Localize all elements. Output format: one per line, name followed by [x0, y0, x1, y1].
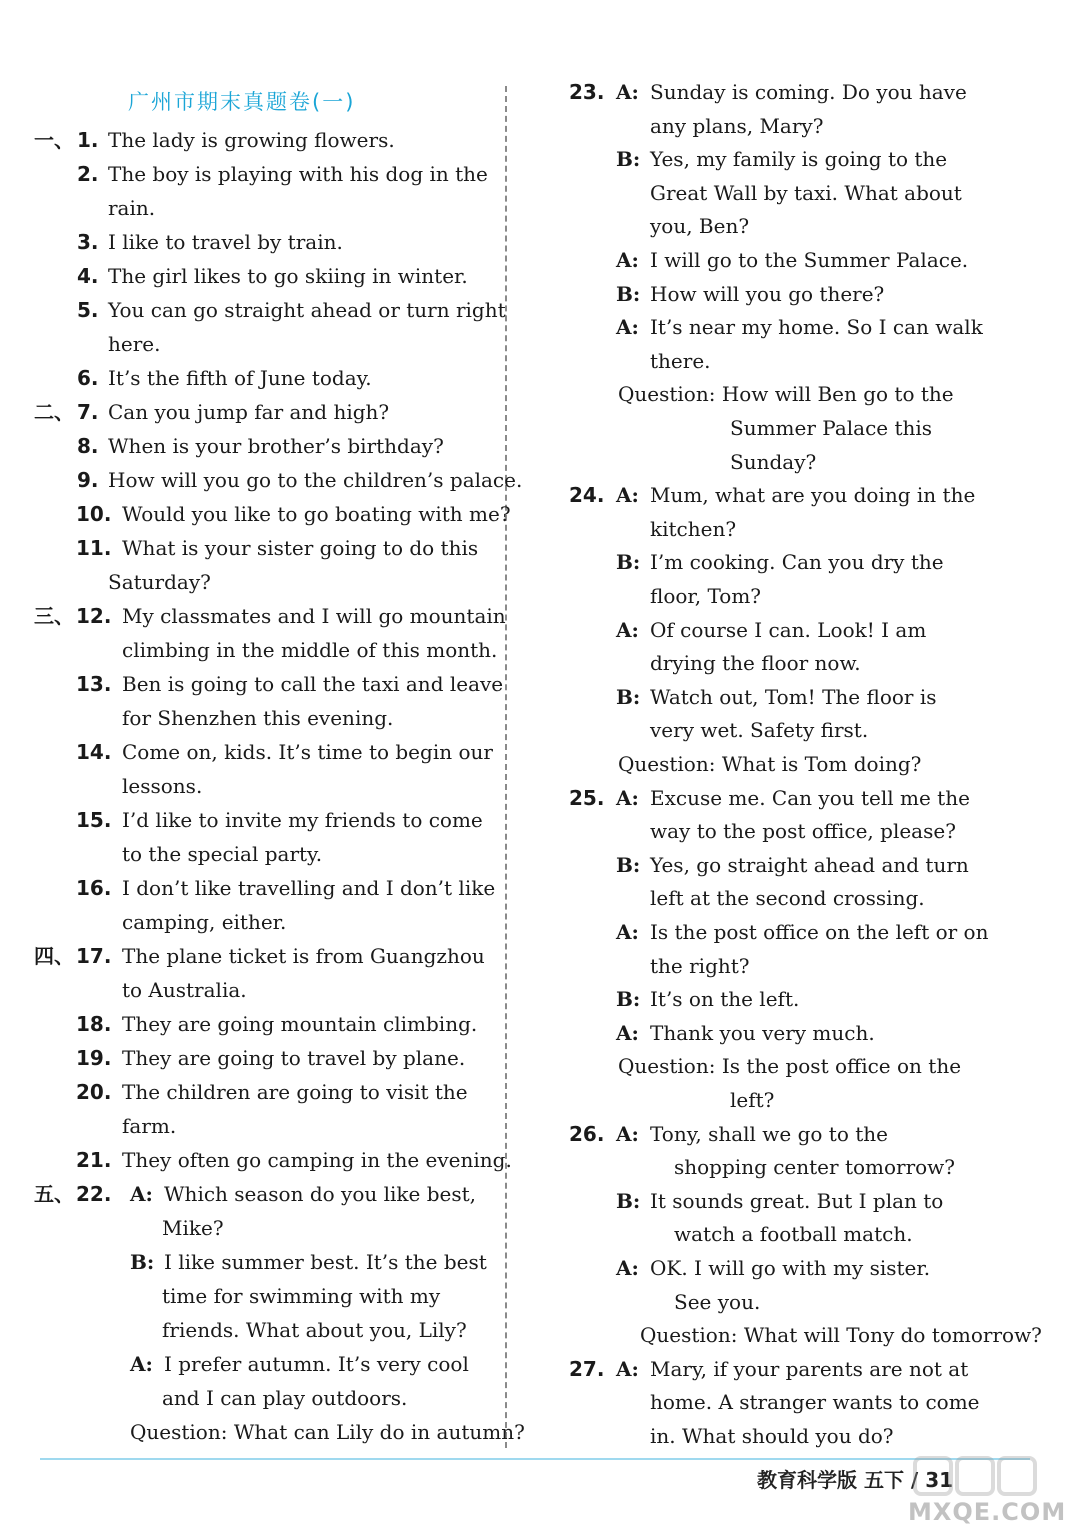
right-num: 24.	[569, 483, 605, 508]
left-sp: A:	[130, 1182, 153, 1206]
bottom-rule	[40, 1458, 1030, 1460]
right-text: Question: Is the post office on the	[618, 1054, 962, 1079]
right-text: Yes, go straight ahead and turn	[650, 852, 969, 877]
right-text: Of course I can. Look! I am	[650, 617, 927, 642]
watermark-text: MXQE.COM	[908, 1498, 1067, 1526]
left-text: camping, either.	[122, 910, 287, 934]
left-text: to the special party.	[122, 842, 323, 866]
right-num: 27.	[569, 1356, 605, 1381]
right-text: Summer Palace this	[730, 416, 933, 440]
left-text: They are going to travel by plane.	[122, 1046, 466, 1070]
left-num: 19.	[76, 1046, 112, 1070]
right-text: Thank you very much.	[650, 1020, 875, 1045]
right-sp: A:	[616, 483, 639, 508]
left-text: climbing in the middle of this month.	[122, 638, 498, 662]
left-text: Question: What can Lily do in autumn?	[130, 1420, 525, 1444]
right-sp: A:	[616, 1020, 639, 1045]
left-num: 17.	[76, 944, 112, 968]
column-divider	[505, 86, 507, 1448]
left-text: The girl likes to go skiing in winter.	[108, 264, 468, 288]
left-text: Which season do you like best,	[164, 1182, 477, 1206]
right-text: It’s on the left.	[650, 987, 800, 1012]
left-num: 4.	[77, 264, 99, 288]
right-text: How will you go there?	[650, 281, 885, 306]
left-text: Would you like to go boating with me?	[122, 502, 511, 526]
right-text: Watch out, Tom! The floor is	[650, 684, 937, 709]
left-num: 21.	[76, 1148, 112, 1172]
right-text: left?	[730, 1088, 775, 1112]
left-num: 10.	[76, 502, 112, 526]
left-text: Come on, kids. It’s time to begin our	[122, 740, 493, 764]
right-text: watch a football match.	[674, 1222, 913, 1247]
right-sp: A:	[616, 80, 639, 104]
left-sp: A:	[130, 1352, 153, 1376]
right-sp: B:	[616, 281, 641, 306]
left-num: 9.	[77, 468, 99, 492]
left-num: 12.	[76, 604, 112, 628]
left-text: I’d like to invite my friends to come	[122, 808, 483, 832]
right-sp: B:	[616, 987, 641, 1012]
left-text: for Shenzhen this evening.	[122, 706, 394, 730]
left-sec: 四、	[34, 944, 74, 968]
left-text: Can you jump far and high?	[108, 400, 390, 424]
left-num: 14.	[76, 740, 112, 764]
right-text: Yes, my family is going to the	[650, 147, 948, 172]
right-sp: A:	[616, 617, 639, 642]
left-text: I don’t like travelling and I don’t like	[122, 876, 496, 900]
left-text: here.	[108, 332, 161, 356]
left-text: to Australia.	[122, 978, 247, 1002]
left-num: 22.	[76, 1182, 112, 1206]
right-text: in. What should you do?	[650, 1424, 894, 1448]
right-text: Question: What is Tom doing?	[618, 752, 922, 776]
left-text: The lady is growing flowers.	[108, 128, 395, 152]
right-text: very wet. Safety first.	[650, 718, 869, 743]
right-sp: A:	[616, 785, 639, 810]
right-num: 26.	[569, 1121, 605, 1146]
left-sec: 一、	[34, 128, 74, 152]
left-text: My classmates and I will go mountain	[122, 604, 506, 628]
right-sp: B:	[616, 550, 641, 575]
left-sec: 五、	[34, 1182, 74, 1206]
right-text: home. A stranger wants to come	[650, 1390, 980, 1415]
right-text: shopping center tomorrow?	[674, 1155, 956, 1180]
right-text: OK. I will go with my sister.	[650, 1256, 931, 1280]
right-text: kitchen?	[650, 516, 737, 541]
page-footer: 教育科学版 五下 / 31	[757, 1468, 954, 1492]
right-text: there.	[650, 348, 711, 373]
right-text: drying the floor now.	[650, 651, 861, 676]
right-text: I’m cooking. Can you dry the	[650, 550, 944, 575]
right-sp: B:	[616, 852, 641, 877]
left-text: The children are going to visit the	[122, 1080, 468, 1104]
left-num: 18.	[76, 1012, 112, 1036]
right-num: 25.	[569, 785, 605, 810]
left-text: They are going mountain climbing.	[122, 1012, 478, 1036]
right-text: Question: What will Tony do tomorrow?	[640, 1323, 1042, 1348]
right-text: Mary, if your parents are not at	[650, 1356, 969, 1381]
left-text: The plane ticket is from Guangzhou	[122, 944, 485, 968]
left-num: 2.	[77, 162, 99, 186]
left-num: 11.	[76, 536, 112, 560]
right-sp: A:	[616, 920, 639, 944]
left-num: 6.	[77, 366, 99, 390]
right-sp: A:	[616, 315, 639, 340]
left-text: I prefer autumn. It’s very cool	[164, 1352, 469, 1376]
left-text: Saturday?	[108, 570, 211, 594]
right-text: left at the second crossing.	[650, 886, 925, 911]
left-text: It’s the fifth of June today.	[108, 366, 372, 390]
left-text: time for swimming with my	[162, 1284, 441, 1308]
right-num: 23.	[569, 80, 605, 104]
right-text: way to the post office, please?	[650, 819, 956, 844]
left-sec: 二、	[34, 400, 74, 424]
page-title: 广州市期末真题卷(一)	[128, 90, 356, 114]
right-text: Tony, shall we go to the	[650, 1121, 888, 1146]
left-num: 13.	[76, 672, 112, 696]
left-text: The boy is playing with his dog in the	[108, 162, 488, 186]
left-text: farm.	[122, 1114, 177, 1138]
left-text: What is your sister going to do this	[122, 536, 479, 560]
right-text: Question: How will Ben go to the	[618, 382, 954, 407]
left-text: How will you go to the children’s palace.	[108, 468, 523, 492]
right-text: Mum, what are you doing in the	[650, 483, 976, 508]
right-text: you, Ben?	[650, 214, 750, 239]
left-num: 3.	[77, 230, 99, 254]
left-text: rain.	[108, 196, 156, 220]
left-num: 1.	[77, 128, 99, 152]
left-num: 8.	[77, 434, 99, 458]
left-num: 5.	[77, 298, 99, 322]
left-text: I like summer best. It’s the best	[164, 1250, 487, 1274]
left-text: and I can play outdoors.	[162, 1386, 408, 1410]
right-sp: A:	[616, 1356, 639, 1381]
right-text: the right?	[650, 953, 750, 978]
right-text: See you.	[674, 1289, 761, 1314]
left-num: 7.	[77, 400, 99, 424]
left-text: They often go camping in the evening.	[122, 1148, 512, 1172]
right-text: I will go to the Summer Palace.	[650, 248, 969, 272]
right-sp: A:	[616, 1256, 639, 1280]
right-text: Sunday?	[730, 449, 817, 474]
left-text: Ben is going to call the taxi and leave	[122, 672, 504, 696]
right-text: It sounds great. But I plan to	[650, 1188, 944, 1213]
right-sp: B:	[616, 684, 641, 709]
right-text: Great Wall by taxi. What about	[650, 180, 962, 205]
left-text: I like to travel by train.	[108, 230, 343, 254]
left-sec: 三、	[34, 604, 74, 628]
left-num: 20.	[76, 1080, 112, 1104]
right-sp: A:	[616, 1121, 639, 1146]
right-sp: A:	[616, 248, 639, 272]
right-text: any plans, Mary?	[650, 113, 824, 138]
left-num: 15.	[76, 808, 112, 832]
right-text: Sunday is coming. Do you have	[650, 80, 967, 104]
left-text: Mike?	[162, 1216, 224, 1240]
right-text: floor, Tom?	[650, 584, 762, 608]
right-text: Excuse me. Can you tell me the	[650, 785, 970, 810]
left-text: You can go straight ahead or turn right	[108, 298, 506, 322]
left-num: 16.	[76, 876, 112, 900]
right-text: It’s near my home. So I can walk	[650, 315, 983, 340]
left-text: lessons.	[122, 774, 203, 798]
right-sp: B:	[616, 147, 641, 172]
left-sp: B:	[130, 1250, 155, 1274]
left-text: friends. What about you, Lily?	[162, 1318, 467, 1342]
right-sp: B:	[616, 1188, 641, 1213]
right-text: Is the post office on the left or on	[650, 920, 989, 944]
left-text: When is your brother’s birthday?	[108, 434, 444, 458]
